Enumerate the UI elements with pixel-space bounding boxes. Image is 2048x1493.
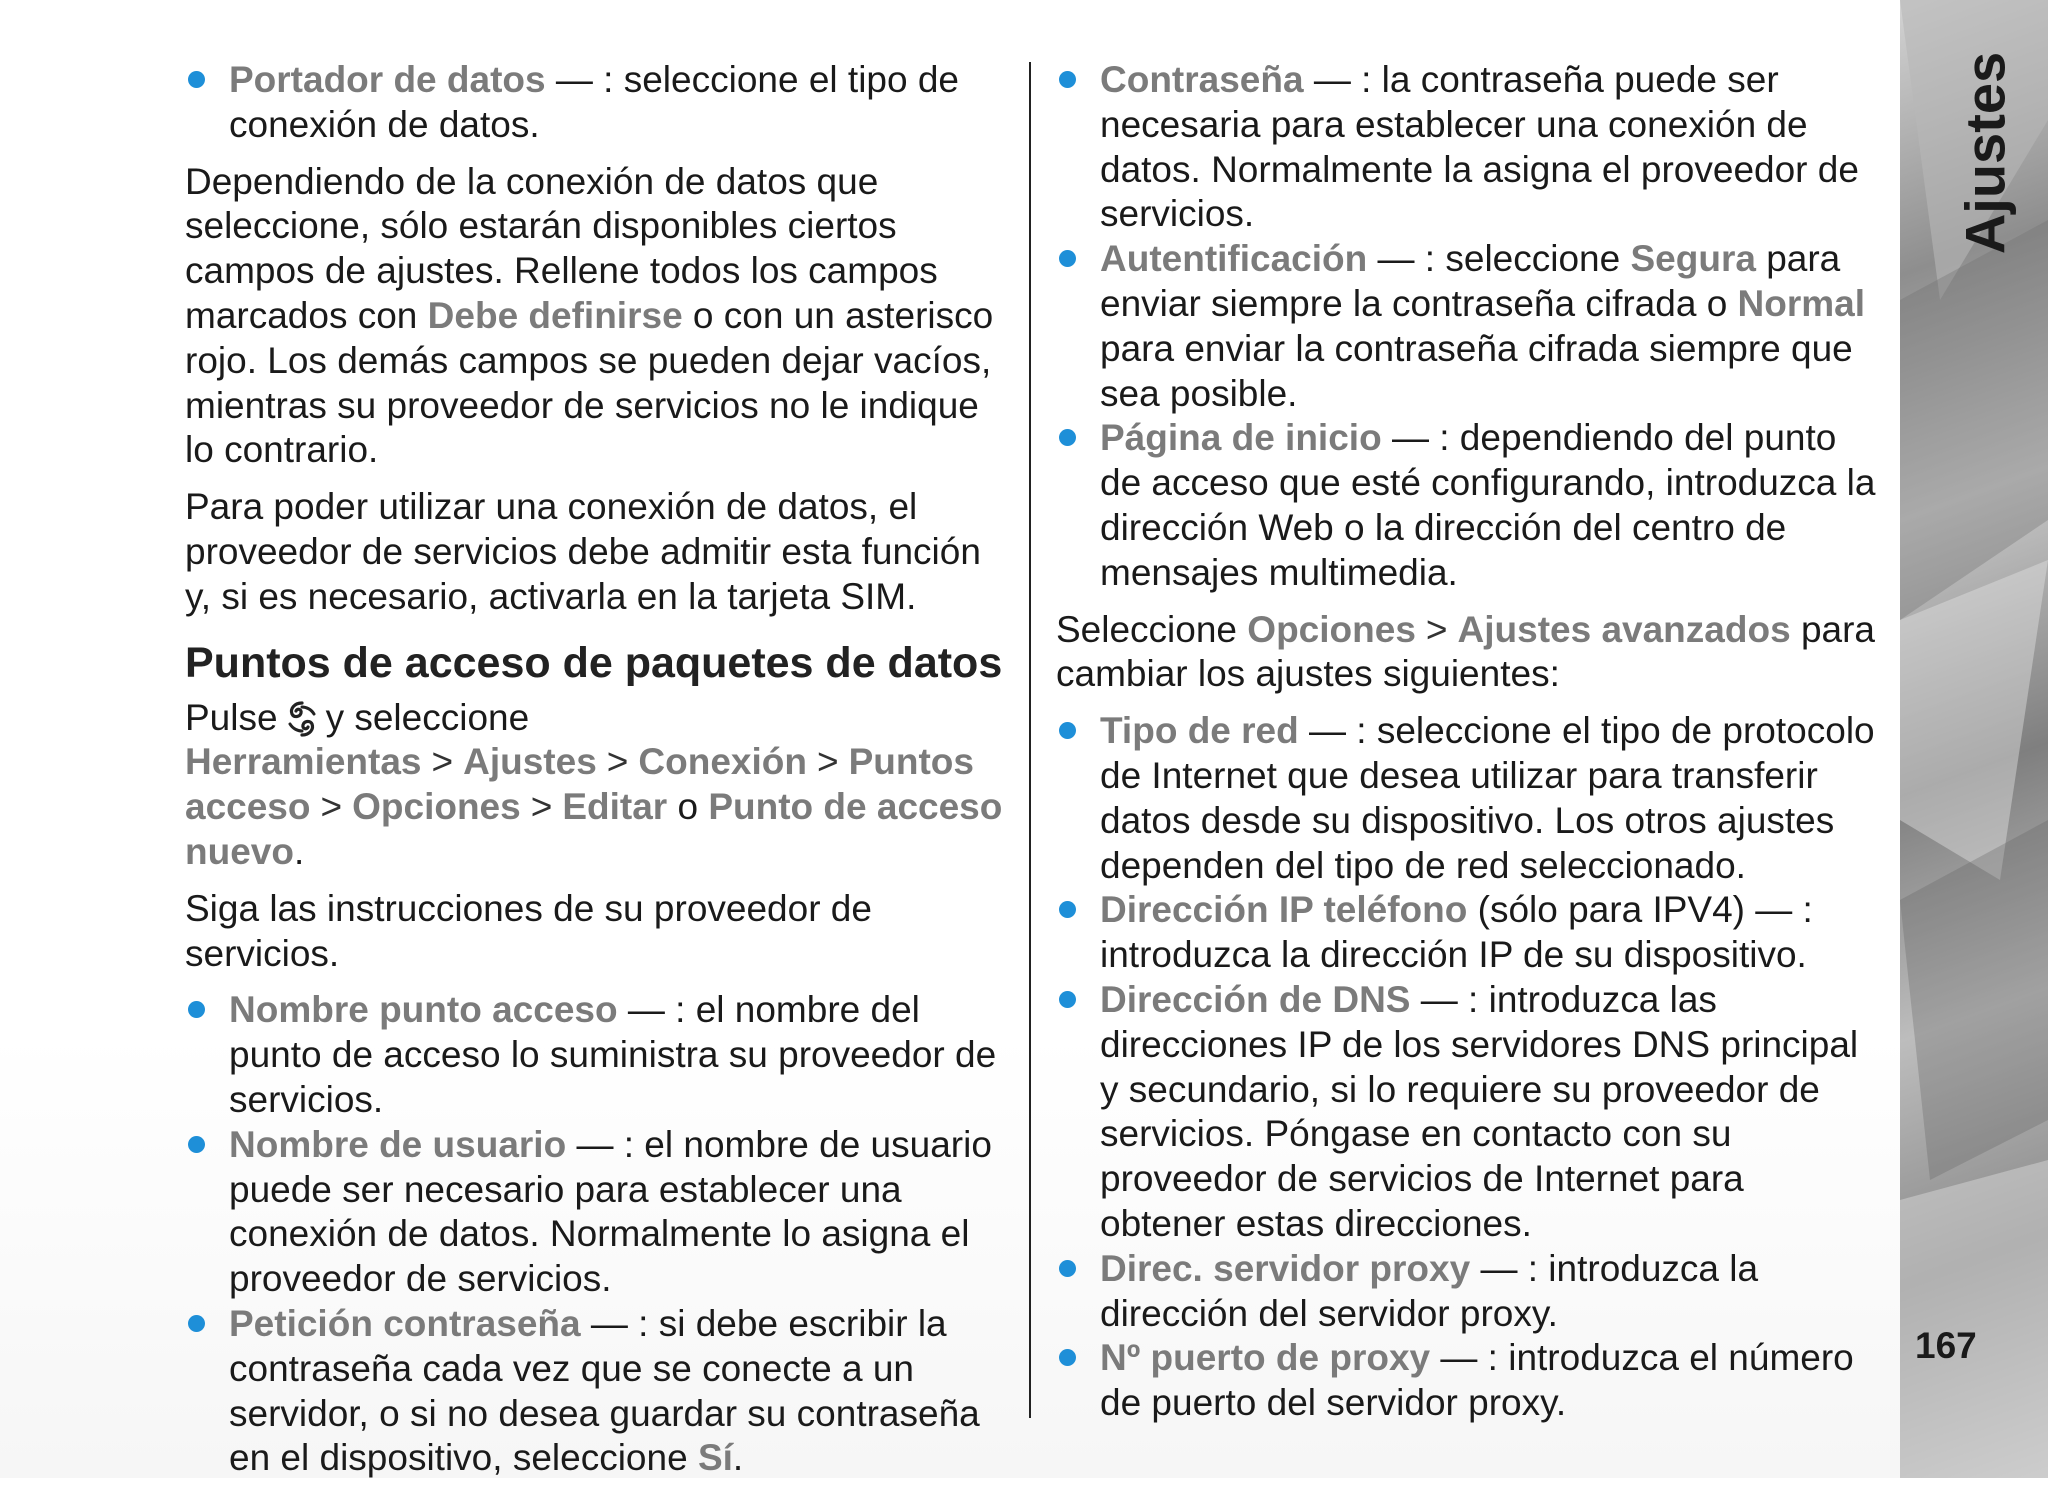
bullet-icon — [188, 71, 205, 88]
menu-key-icon — [284, 700, 320, 738]
setting-description: (sólo para IPV4) — : introduzca la dirección IP de su dispositivo. — [1100, 889, 1813, 976]
bullet-icon — [188, 1315, 205, 1332]
menu-path-advanced — [1056, 608, 1876, 698]
list-item — [185, 58, 1010, 148]
bullet-list-top — [185, 58, 1010, 148]
bullet-icon — [1059, 722, 1076, 739]
column-divider — [1029, 62, 1031, 1418]
page-number: 167 — [1915, 1325, 1977, 1366]
setting-description: — : introduzca el número de puerto del servidor proxy. — [1100, 1337, 1854, 1424]
text: Seleccione — [1056, 608, 1238, 650]
text: o con un asterisco rojo. Los demás campos se pueden dejar vacíos, mientras su proveedor de servicios no le indique lo contrario. — [185, 294, 994, 471]
setting-description: — : la contraseña puede ser necesaria para establecer una conexión de datos. Normalmente la asigna el proveedor de servicios. — [1100, 59, 1859, 235]
text: Pulse — [185, 696, 278, 738]
setting-description: — : dependiendo del punto de acceso que esté configurando, introduzca la dirección Web o la dirección del centro de mensajes multimedia. — [1100, 417, 1876, 593]
setting-description: — : introduzca las direcciones IP de los servidores DNS principal y secundario, si lo requiere su proveedor de servicios. Póngase en contacto con su proveedor de servicios de Internet para obtener estas direcciones. — [1100, 978, 1859, 1244]
paragraph-instructions: Siga las instrucciones de su proveedor de servicios. — [185, 887, 872, 974]
section-heading: Puntos de acceso de paquetes de datos — [185, 638, 1003, 687]
menu-item-editar: Editar — [562, 786, 668, 828]
bullet-icon — [1059, 250, 1076, 267]
setting-name: Petición contraseña — [229, 1302, 581, 1344]
path-separator: > — [1425, 608, 1448, 650]
setting-description: — : seleccione — [1367, 238, 1631, 280]
path-separator: > — [530, 786, 553, 828]
setting-name: Nº puerto de proxy — [1100, 1337, 1431, 1379]
bullet-list — [185, 988, 1010, 1481]
text: y seleccione — [325, 696, 530, 738]
right-column — [1056, 58, 1876, 1438]
keyword: Normal — [1737, 282, 1866, 324]
setting-description: — : introduzca la dirección del servidor proxy. — [1100, 1247, 1759, 1334]
setting-name: Nombre punto acceso — [229, 989, 618, 1031]
text: para cambiar los ajustes siguientes: — [1056, 608, 1875, 695]
path-separator: > — [816, 741, 839, 783]
setting-name: Dirección IP teléfono — [1100, 889, 1468, 931]
path-separator: > — [431, 741, 454, 783]
bullet-list — [1056, 58, 1876, 596]
setting-description: — : el nombre de usuario puede ser necesario para establecer una conexión de datos. Normalmente lo asigna el proveedor de servicios. — [229, 1123, 992, 1300]
menu-item-ajustes-avanzados: Ajustes avanzados — [1457, 608, 1791, 650]
list-item — [1056, 1336, 1876, 1426]
text: . — [293, 830, 305, 872]
bullet-list-advanced — [1056, 709, 1876, 1426]
bullet-icon — [1059, 71, 1076, 88]
setting-name: Página de inicio — [1100, 417, 1382, 459]
menu-item-opciones: Opciones — [352, 786, 521, 828]
list-item — [1056, 1247, 1876, 1337]
bullet-icon — [188, 1001, 205, 1018]
setting-name: Direc. servidor proxy — [1100, 1247, 1471, 1289]
setting-name: Tipo de red — [1100, 710, 1299, 752]
setting-name: Nombre de usuario — [229, 1123, 567, 1165]
paragraph-sim: Para poder utilizar una conexión de datos, el proveedor de servicios debe admitir esta función y, si es necesario, activarla en la tarjeta SIM. — [185, 486, 981, 617]
menu-item-punto-de-acceso-nuevo: Punto de acceso nuevo — [185, 786, 1003, 872]
bullet-icon — [1059, 1349, 1076, 1366]
text: para enviar la contraseña cifrada siempre que sea posible. — [1100, 327, 1853, 414]
setting-description: — : seleccione el tipo de conexión de datos. — [229, 59, 960, 145]
bullet-icon — [1059, 1260, 1076, 1277]
setting-name: Contraseña — [1100, 59, 1304, 100]
bullet-icon — [1059, 901, 1076, 918]
keyword: Segura — [1630, 238, 1756, 280]
setting-description: — : si debe escribir la contraseña cada vez que se conecte a un servidor, o si no desea guardar su contraseña en el dispositivo, seleccione — [229, 1302, 980, 1479]
text: para enviar siempre la contraseña cifrada o — [1100, 238, 1841, 324]
text: . — [732, 1437, 744, 1479]
bullet-icon — [188, 1136, 205, 1153]
menu-item-opciones: Opciones — [1247, 608, 1416, 650]
setting-name: Autentificación — [1100, 238, 1368, 280]
menu-item-ajustes: Ajustes — [463, 741, 597, 783]
left-column — [185, 58, 1010, 1493]
section-tab-label: Ajustes — [1953, 51, 2017, 254]
list-item — [185, 1302, 1010, 1481]
list-item — [1056, 888, 1876, 978]
list-item — [185, 1123, 1010, 1302]
setting-name: Portador de datos — [229, 59, 546, 100]
text: o — [677, 786, 699, 828]
list-item — [1056, 237, 1876, 416]
section-tab-title — [1953, 51, 2017, 254]
menu-item-herramientas: Herramientas — [185, 741, 422, 783]
text: Dependiendo de la conexión de datos que seleccione, sólo estarán disponibles ciertos campos de ajustes. Rellene todos los campos marcados con — [185, 160, 938, 336]
keyword: Sí — [697, 1437, 733, 1479]
list-item — [185, 988, 1010, 1122]
paragraph-fields — [185, 160, 1010, 474]
list-item — [1056, 978, 1876, 1247]
path-separator: > — [320, 786, 343, 828]
setting-description: — : seleccione el tipo de protocolo de Internet que desea utilizar para transferir datos desde su dispositivo. Los otros ajustes dependen del tipo de red seleccionado. — [1100, 710, 1875, 886]
path-separator: > — [606, 741, 629, 783]
list-item — [1056, 416, 1876, 595]
list-item — [1056, 58, 1876, 237]
keyword: Debe definirse — [427, 294, 683, 336]
bullet-icon — [1059, 991, 1076, 1008]
menu-item-puntos-acceso: Puntos acceso — [185, 741, 974, 828]
setting-description: — : el nombre del punto de acceso lo suministra su proveedor de servicios. — [229, 989, 997, 1120]
menu-item-conexion: Conexión — [638, 741, 807, 783]
menu-path — [185, 696, 1010, 875]
list-item — [1056, 709, 1876, 888]
bullet-icon — [1059, 429, 1076, 446]
setting-name: Dirección de DNS — [1100, 978, 1411, 1020]
